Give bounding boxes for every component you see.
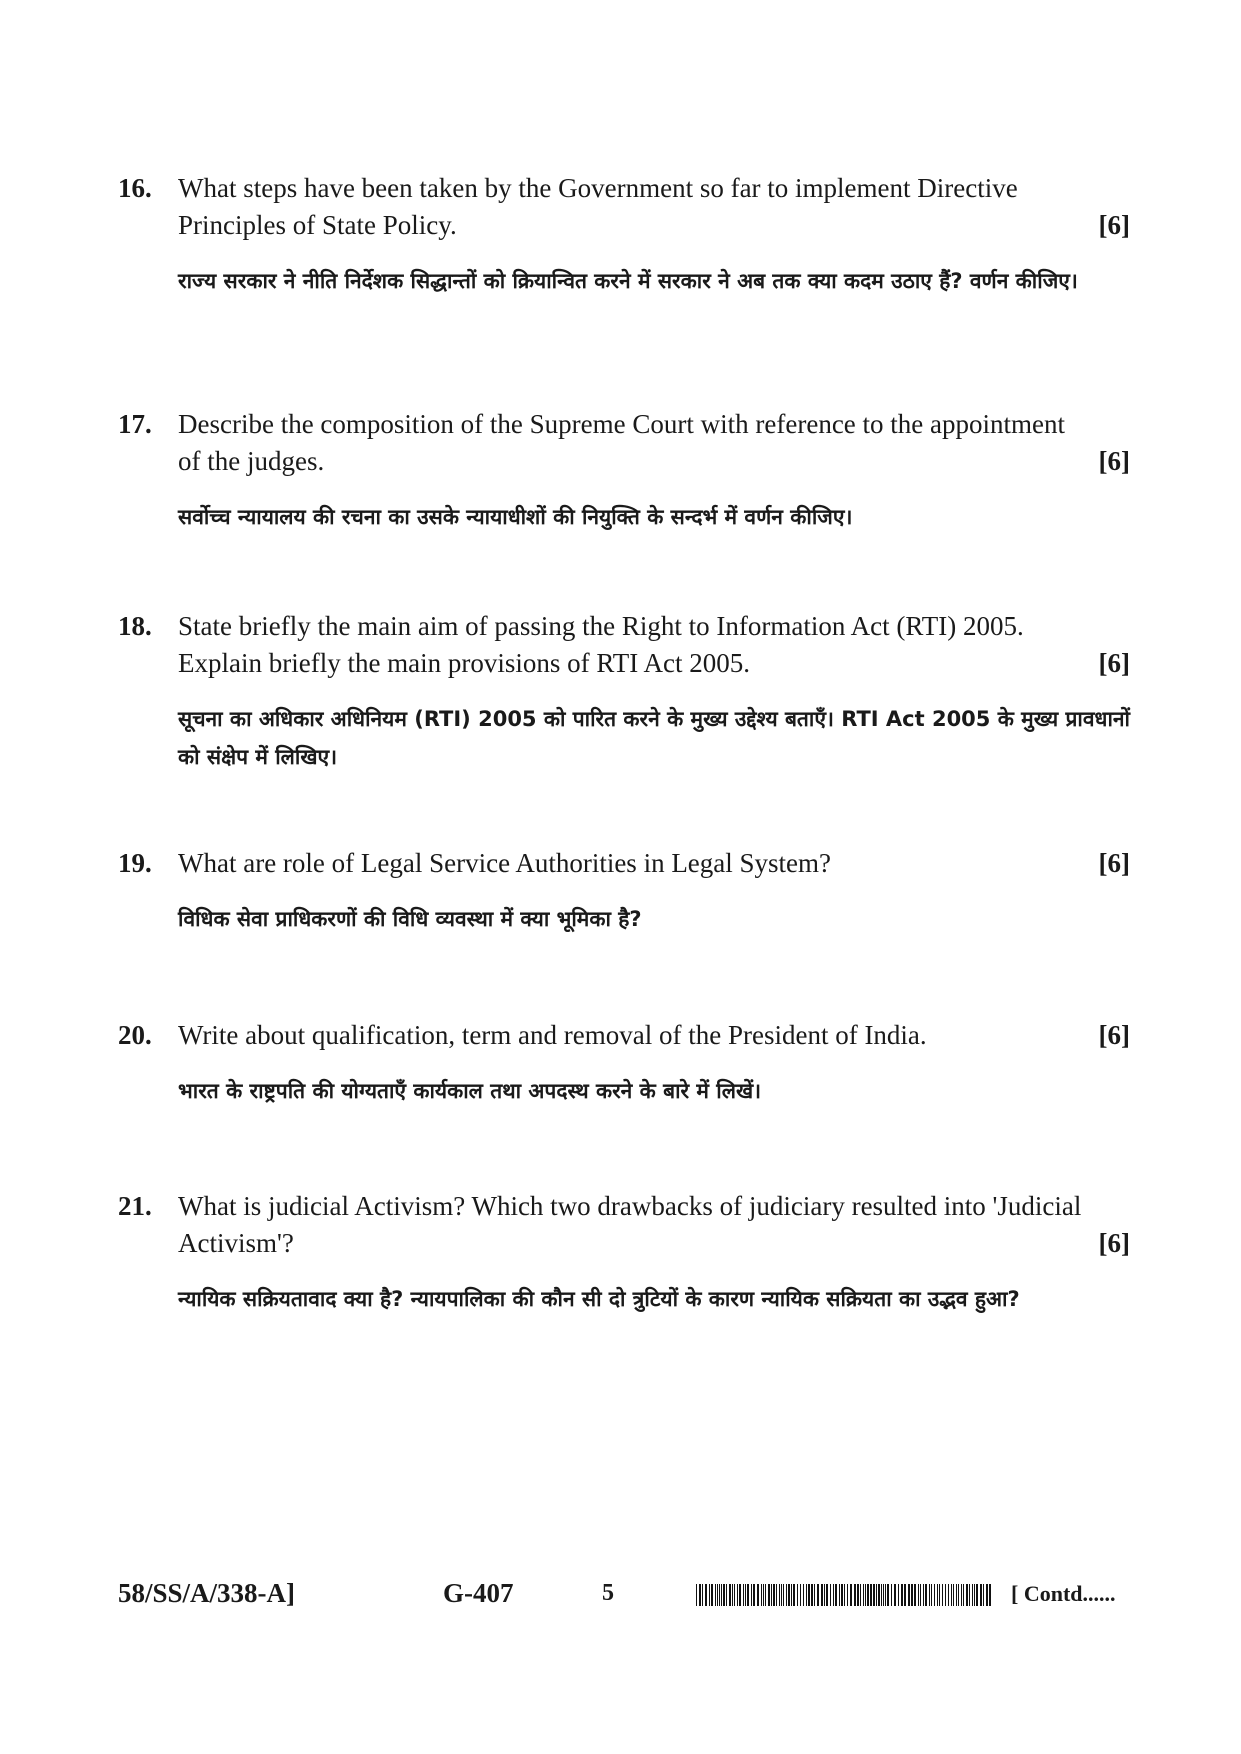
question-english xyxy=(118,845,1130,882)
question-text-line2: Activism'? xyxy=(178,1228,294,1258)
question-17 xyxy=(118,406,1130,536)
question-number: 17. xyxy=(118,409,152,439)
question-text-line1: What steps have been taken by the Government so far to implement Directive xyxy=(178,173,1018,203)
question-18 xyxy=(118,608,1130,776)
question-21 xyxy=(118,1188,1130,1318)
question-text-line2: Explain briefly the main provisions of RTI Act 2005. xyxy=(178,648,751,678)
question-number: 21. xyxy=(118,1191,152,1221)
question-text-line1: Describe the composition of the Supreme Court with reference to the appointment xyxy=(178,409,1065,439)
page-number: 5 xyxy=(602,1580,614,1606)
question-hindi: राज्य सरकार ने नीति निर्देशक सिद्धान्तों को क्रियान्वित करने में सरकार ने अब तक क्या कदम उठाए हैं? वर्णन कीजिए। xyxy=(178,269,1078,293)
question-number: 18. xyxy=(118,611,152,641)
question-number: 19. xyxy=(118,848,152,878)
marks-label: [6] xyxy=(1098,1020,1130,1050)
question-text: Write about qualification, term and removal of the President of India. xyxy=(178,1020,927,1050)
question-english xyxy=(118,406,1130,480)
question-hindi: विधिक सेवा प्राधिकरणों की विधि व्यवस्था में क्या भूमिका है? xyxy=(178,907,642,931)
paper-code: 58/SS/A/338-A] xyxy=(118,1578,296,1608)
question-text-line2: of the judges. xyxy=(178,446,325,476)
marks-label: [6] xyxy=(1098,210,1130,240)
question-english xyxy=(118,1017,1130,1054)
question-hindi: न्यायिक सक्रियतावाद क्या है? न्यायपालिका की कौन सी दो त्रुटियों के कारण न्यायिक सक्रियता का उद्भव हुआ? xyxy=(178,1287,1020,1311)
barcode-image xyxy=(696,1584,992,1606)
question-english xyxy=(118,1188,1130,1262)
question-20 xyxy=(118,1017,1130,1110)
marks-label: [6] xyxy=(1098,848,1130,878)
series-code: G-407 xyxy=(443,1578,514,1608)
marks-label: [6] xyxy=(1098,1228,1130,1258)
continued-label: [ Contd...... xyxy=(1011,1581,1116,1606)
question-hindi: सूचना का अधिकार अधिनियम (RTI) 2005 को पारित करने के मुख्य उद्देश्य बताएँ। RTI Act 2005 के मुख्य प्रावधानों को संक्षेप में लिखिए। xyxy=(178,707,1130,769)
question-english xyxy=(118,608,1130,682)
question-text-line1: State briefly the main aim of passing the Right to Information Act (RTI) 2005. xyxy=(178,611,1024,641)
question-english xyxy=(118,170,1130,244)
question-number: 20. xyxy=(118,1020,152,1050)
question-text-line2: Principles of State Policy. xyxy=(178,210,457,240)
marks-label: [6] xyxy=(1098,446,1130,476)
question-text-line1: What is judicial Activism? Which two drawbacks of judiciary resulted into 'Judicial xyxy=(178,1191,1082,1221)
marks-label: [6] xyxy=(1098,648,1130,678)
question-19 xyxy=(118,845,1130,938)
page-footer xyxy=(118,1578,1130,1618)
question-16 xyxy=(118,170,1130,300)
question-hindi: सर्वोच्च न्यायालय की रचना का उसके न्यायाधीशों की नियुक्ति के सन्दर्भ में वर्णन कीजिए। xyxy=(178,505,853,529)
question-text: What are role of Legal Service Authorities in Legal System? xyxy=(178,848,832,878)
question-number: 16. xyxy=(118,173,152,203)
question-hindi: भारत के राष्ट्रपति की योग्यताएँ कार्यकाल तथा अपदस्थ करने के बारे में लिखें। xyxy=(178,1079,762,1103)
